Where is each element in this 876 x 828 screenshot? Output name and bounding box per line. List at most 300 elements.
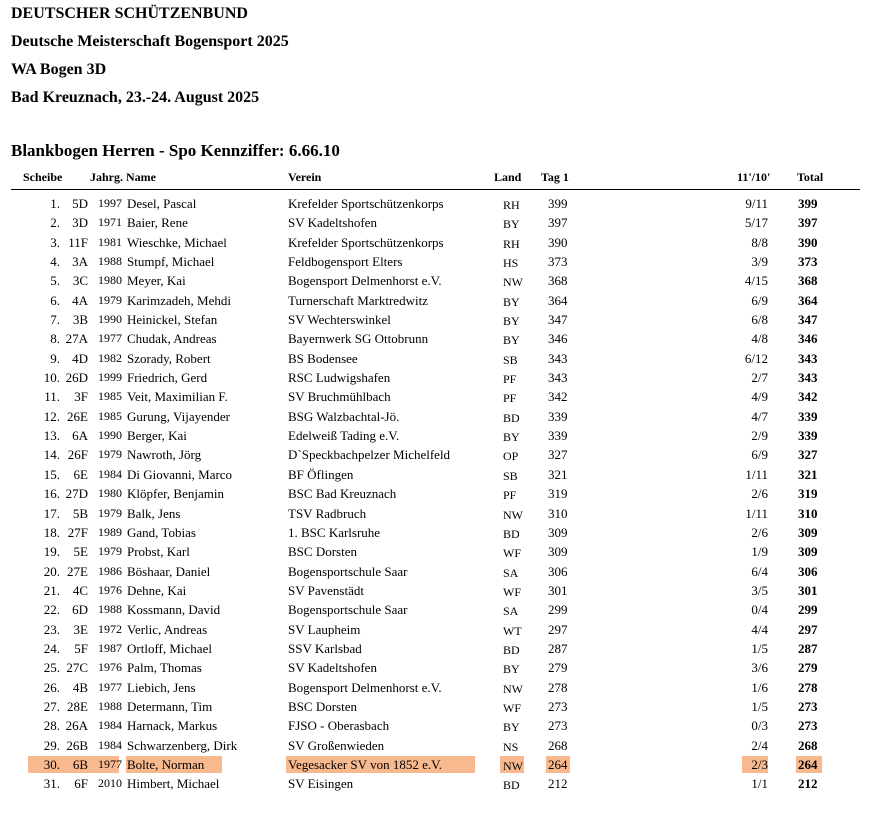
cell-total: 273	[798, 718, 818, 734]
cell-tag1: 299	[548, 602, 568, 618]
cell-year: 1988	[98, 698, 122, 713]
table-row	[0, 213, 876, 232]
cell-rank: 28.	[43, 718, 60, 734]
cell-total: 339	[798, 428, 818, 444]
cell-scheibe: 11F	[68, 234, 88, 250]
cell-year: 1982	[98, 350, 122, 365]
table-row	[0, 678, 876, 697]
cell-land: RH	[503, 198, 520, 212]
cell-verein: Bogensportschule Saar	[288, 563, 408, 579]
cell-year: 1988	[98, 254, 122, 269]
cell-year: 1990	[98, 428, 122, 443]
cell-verein: Krefelder Sportschützenkorps	[288, 234, 444, 250]
cell-name: Wieschke, Michael	[127, 234, 227, 250]
cell-land: SA	[503, 565, 519, 580]
cell-rank: 14.	[43, 447, 60, 463]
table-row	[0, 697, 876, 716]
cell-land: BY	[503, 720, 520, 735]
cell-scheibe: 4D	[72, 350, 88, 366]
cell-scheibe: 26E	[67, 408, 88, 424]
cell-tag1: 212	[548, 776, 568, 792]
cell-rank: 9.	[50, 350, 60, 366]
table-row	[0, 194, 876, 213]
cell-rank: 5.	[50, 273, 60, 289]
cell-name: Schwarzenberg, Dirk	[127, 737, 238, 753]
cell-rank: 10.	[43, 370, 60, 386]
cell-year: 1999	[98, 370, 122, 385]
cell-land: NW	[503, 507, 523, 522]
cell-year: 1987	[98, 640, 122, 655]
cell-tag1: 279	[548, 660, 568, 676]
cell-tag1: 368	[548, 273, 568, 289]
col-tag1: Tag 1	[541, 170, 569, 184]
cell-year: 1976	[98, 660, 122, 675]
table-row	[0, 523, 876, 542]
cell-total: 319	[798, 486, 818, 502]
cell-scheibe: 6F	[74, 776, 88, 792]
table-row	[0, 716, 876, 735]
cell-year: 1979	[98, 544, 122, 559]
cell-name: Baier, Rene	[127, 215, 188, 231]
cell-total: 342	[798, 389, 818, 405]
cell-tens: 4/7	[751, 408, 768, 424]
cell-scheibe: 6D	[72, 602, 88, 618]
table-row	[0, 252, 876, 271]
cell-tens: 3/9	[751, 254, 768, 270]
cell-tens: 0/4	[751, 602, 768, 618]
cell-land: BD	[503, 526, 520, 541]
cell-land: BY	[503, 314, 520, 329]
cell-name: Balk, Jens	[127, 505, 181, 521]
cell-total: 321	[798, 466, 818, 482]
cell-tens: 2/9	[751, 428, 768, 444]
discipline-title: WA Bogen 3D	[11, 61, 107, 78]
cell-verein: Bogensport Delmenhorst e.V.	[288, 679, 442, 695]
cell-verein: SV Großenwieden	[288, 737, 385, 753]
cell-tag1: 347	[548, 312, 568, 328]
cell-tag1: 306	[548, 563, 568, 579]
cell-rank: 29.	[43, 737, 60, 753]
cell-scheibe: 6B	[72, 756, 88, 772]
cell-tens: 6/4	[751, 563, 768, 579]
cell-rank: 16.	[43, 486, 60, 502]
cell-tag1: 342	[548, 389, 568, 405]
cell-verein: Bogensportschule Saar	[288, 602, 408, 618]
cell-land: BD	[503, 410, 520, 425]
cell-scheibe: 3E	[73, 621, 88, 637]
cell-verein: BSC Bad Kreuznach	[288, 486, 397, 502]
cell-name: Böshaar, Daniel	[127, 563, 211, 579]
cell-verein: SV Laupheim	[288, 621, 361, 637]
cell-name: Friedrich, Gerd	[127, 370, 208, 386]
cell-tens: 6/9	[751, 292, 768, 308]
cell-rank: 19.	[43, 544, 60, 560]
cell-year: 1977	[98, 331, 122, 346]
col-total: Total	[797, 170, 824, 184]
cell-total: 399	[798, 196, 818, 211]
cell-rank: 7.	[50, 312, 60, 328]
cell-total: 309	[798, 524, 818, 540]
cell-year: 1986	[98, 563, 122, 578]
cell-scheibe: 3C	[72, 273, 88, 289]
cell-tag1: 278	[548, 679, 568, 695]
cell-scheibe: 6A	[72, 428, 88, 444]
cell-land: SA	[503, 604, 519, 619]
cell-tag1: 399	[548, 196, 568, 211]
cell-tag1: 273	[548, 718, 568, 734]
table-row	[0, 329, 876, 348]
cell-tens: 1/5	[751, 640, 768, 656]
cell-rank: 2.	[50, 215, 60, 231]
cell-verein: Bayernwerk SG Ottobrunn	[288, 331, 429, 347]
cell-land: BY	[503, 294, 520, 309]
table-row	[0, 620, 876, 639]
cell-total: 343	[798, 350, 818, 366]
cell-scheibe: 27D	[65, 486, 88, 502]
cell-rank: 25.	[43, 660, 60, 676]
cell-scheibe: 26F	[67, 447, 88, 463]
cell-tens: 1/6	[751, 679, 768, 695]
cell-verein: BS Bodensee	[288, 350, 358, 366]
cell-land: NW	[503, 275, 523, 290]
cell-name: Veit, Maximilian F.	[127, 389, 228, 405]
cell-year: 1984	[98, 737, 122, 752]
cell-name: Palm, Thomas	[127, 660, 202, 676]
cell-tens: 4/9	[751, 389, 768, 405]
cell-name: Gand, Tobias	[127, 524, 196, 540]
table-row	[0, 233, 876, 252]
cell-name: Desel, Pascal	[127, 196, 197, 211]
table-row	[0, 639, 876, 658]
cell-tens: 6/9	[751, 447, 768, 463]
cell-tens: 1/9	[751, 544, 768, 560]
cell-land: RH	[503, 236, 520, 251]
cell-verein: BSG Walzbachtal-Jö.	[288, 408, 400, 424]
cell-tens: 4/4	[751, 621, 768, 637]
cell-verein: SV Bruchmühlbach	[288, 389, 391, 405]
cell-year: 1979	[98, 447, 122, 462]
col-verein: Verein	[288, 170, 322, 184]
cell-rank: 18.	[43, 524, 60, 540]
cell-verein: SV Pavenstädt	[288, 582, 364, 598]
cell-year: 1985	[98, 408, 122, 423]
cell-total: 346	[798, 331, 818, 347]
cell-land: BY	[503, 217, 520, 232]
cell-verein: D`Speckbachpelzer Michelfeld	[288, 447, 451, 463]
cell-rank: 8.	[50, 331, 60, 347]
cell-year: 2010	[98, 776, 122, 791]
cell-scheibe: 27C	[66, 660, 88, 676]
table-row	[0, 387, 876, 406]
cell-scheibe: 4B	[72, 679, 88, 695]
table-row	[0, 600, 876, 619]
cell-scheibe: 26D	[65, 370, 88, 386]
header-rule	[11, 189, 860, 190]
cell-year: 1984	[98, 466, 122, 481]
cell-rank: 3.	[50, 234, 60, 250]
cell-tag1: 273	[548, 698, 568, 714]
cell-total: 268	[798, 737, 818, 753]
cell-tens: 3/6	[751, 660, 768, 676]
cell-total: 273	[798, 698, 818, 714]
cell-total: 301	[798, 582, 818, 598]
cell-tens: 1/1	[751, 776, 768, 792]
cell-scheibe: 27F	[67, 524, 88, 540]
cell-verein: BSC Dorsten	[288, 698, 357, 714]
table-row	[0, 407, 876, 426]
cell-year: 1981	[98, 234, 122, 249]
cell-name: Verlic, Andreas	[127, 621, 208, 637]
cell-verein: SV Wechterswinkel	[288, 312, 391, 328]
cell-rank: 23.	[43, 621, 60, 637]
cell-tag1: 268	[548, 737, 568, 753]
cell-year: 1977	[98, 756, 122, 771]
cell-rank: 24.	[43, 640, 60, 656]
cell-scheibe: 3F	[74, 389, 88, 405]
cell-tag1: 310	[548, 505, 568, 521]
cell-rank: 22.	[43, 602, 60, 618]
cell-name: Karimzadeh, Mehdi	[127, 292, 231, 308]
cell-tag1: 309	[548, 544, 568, 560]
cell-tens: 2/3	[751, 756, 768, 772]
cell-land: HS	[503, 256, 519, 271]
cell-total: 347	[798, 312, 818, 328]
cell-tag1: 321	[548, 466, 568, 482]
table-row	[0, 445, 876, 464]
cell-name: Berger, Kai	[127, 428, 187, 444]
cell-rank: 11.	[44, 389, 60, 405]
cell-rank: 12.	[43, 408, 60, 424]
cell-rank: 20.	[43, 563, 60, 579]
cell-total: 306	[798, 563, 818, 579]
cell-scheibe: 3D	[72, 215, 88, 231]
cell-tag1: 301	[548, 582, 568, 598]
cell-land: SB	[503, 352, 518, 367]
cell-total: 368	[798, 273, 818, 289]
cell-land: PF	[503, 488, 517, 503]
cell-rank: 26.	[43, 679, 60, 695]
cell-year: 1979	[98, 505, 122, 520]
cell-scheibe: 27E	[67, 563, 88, 579]
col-land: Land	[494, 170, 522, 184]
table-row	[0, 562, 876, 581]
cell-name: Himbert, Michael	[127, 776, 220, 792]
cell-verein: TSV Radbruch	[288, 505, 367, 521]
cell-tag1: 343	[548, 350, 568, 366]
cell-rank: 4.	[50, 254, 60, 270]
cell-name: Ortloff, Michael	[127, 640, 212, 656]
cell-tag1: 287	[548, 640, 568, 656]
cell-land: BY	[503, 333, 520, 348]
cell-year: 1980	[98, 273, 122, 288]
cell-verein: RSC Ludwigshafen	[288, 370, 391, 386]
cell-tag1: 390	[548, 234, 568, 250]
cell-total: 309	[798, 544, 818, 560]
cell-tens: 8/8	[751, 234, 768, 250]
cell-tag1: 343	[548, 370, 568, 386]
cell-land: WF	[503, 700, 521, 715]
cell-land: NW	[503, 758, 523, 773]
table-row	[0, 349, 876, 368]
cell-tens: 6/12	[744, 350, 768, 366]
cell-total: 373	[798, 254, 818, 270]
cell-total: 287	[798, 640, 818, 656]
cell-name: Heinickel, Stefan	[127, 312, 218, 328]
cell-scheibe: 26B	[66, 737, 88, 753]
cell-name: Meyer, Kai	[127, 273, 186, 289]
cell-tens: 1/5	[751, 698, 768, 714]
cell-land: NW	[503, 681, 523, 696]
cell-verein: SSV Karlsbad	[288, 640, 362, 656]
cell-tag1: 309	[548, 524, 568, 540]
cell-scheibe: 5D	[72, 196, 88, 211]
cell-name: Di Giovanni, Marco	[127, 466, 233, 482]
col-scheibe: Scheibe	[23, 170, 63, 184]
cell-tens: 0/3	[751, 718, 768, 734]
cell-land: BY	[503, 430, 520, 445]
cell-year: 1990	[98, 312, 122, 327]
table-row	[0, 774, 876, 793]
cell-tens: 5/17	[744, 215, 768, 231]
cell-verein: BSC Dorsten	[288, 544, 357, 560]
cell-year: 1971	[98, 215, 122, 230]
cell-year: 1997	[98, 196, 122, 210]
table-row	[0, 465, 876, 484]
cell-land: PF	[503, 372, 517, 387]
table-row	[0, 291, 876, 310]
cell-name: Determann, Tim	[127, 698, 213, 714]
cell-rank: 15.	[43, 466, 60, 482]
cell-land: BY	[503, 662, 520, 677]
table-row	[0, 736, 876, 755]
cell-year: 1980	[98, 486, 122, 501]
cell-total: 278	[798, 679, 818, 695]
cell-scheibe: 5B	[72, 505, 88, 521]
cell-verein: SV Kadeltshofen	[288, 660, 377, 676]
cell-rank: 27.	[43, 698, 60, 714]
cell-year: 1988	[98, 602, 122, 617]
cell-tens: 9/11	[745, 196, 768, 211]
cell-name: Stumpf, Michael	[127, 254, 215, 270]
cell-scheibe: 6E	[73, 466, 88, 482]
table-row	[0, 581, 876, 600]
cell-verein: Krefelder Sportschützenkorps	[288, 196, 444, 211]
cell-year: 1979	[98, 292, 122, 307]
col-jahrg-name: Jahrg. Name	[90, 170, 156, 184]
col-tens: 11'/10'	[737, 170, 771, 184]
cell-land: WT	[503, 623, 522, 638]
cell-land: WF	[503, 584, 521, 599]
cell-verein: FJSO - Oberasbach	[288, 718, 390, 734]
cell-tag1: 319	[548, 486, 568, 502]
cell-scheibe: 28E	[67, 698, 88, 714]
cell-tens: 6/8	[751, 312, 768, 328]
cell-rank: 6.	[50, 292, 60, 308]
cell-tag1: 327	[548, 447, 568, 463]
cell-verein: Bogensport Delmenhorst e.V.	[288, 273, 442, 289]
cell-land: BD	[503, 642, 520, 657]
table-row	[0, 504, 876, 523]
place-date: Bad Kreuznach, 23.-24. August 2025	[11, 89, 260, 106]
cell-name: Chudak, Andreas	[127, 331, 217, 347]
results-table	[0, 194, 876, 794]
cell-scheibe: 26A	[65, 718, 88, 734]
cell-year: 1976	[98, 582, 122, 597]
cell-total: 264	[798, 756, 818, 772]
cell-rank: 17.	[43, 505, 60, 521]
cell-total: 390	[798, 234, 818, 250]
cell-scheibe: 27A	[65, 331, 88, 347]
cell-total: 212	[798, 776, 818, 792]
cell-land: BD	[503, 778, 520, 793]
cell-year: 1977	[98, 679, 122, 694]
table-row	[0, 426, 876, 445]
cell-land: WF	[503, 546, 521, 561]
cell-tens: 2/6	[751, 524, 768, 540]
cell-land: NS	[503, 739, 519, 754]
cell-verein: 1. BSC Karlsruhe	[288, 524, 381, 540]
cell-tag1: 264	[548, 756, 568, 772]
cell-verein: Turnerschaft Marktredwitz	[288, 292, 428, 308]
cell-name: Szorady, Robert	[127, 350, 211, 366]
cell-tag1: 364	[548, 292, 568, 308]
cell-tag1: 397	[548, 215, 568, 231]
cell-rank: 21.	[43, 582, 60, 598]
cell-total: 327	[798, 447, 818, 463]
cell-name: Probst, Karl	[127, 544, 190, 560]
cell-land: OP	[503, 449, 519, 464]
cell-total: 343	[798, 370, 818, 386]
table-row	[0, 755, 876, 774]
cell-tens: 1/11	[745, 505, 768, 521]
cell-total: 339	[798, 408, 818, 424]
cell-scheibe: 5E	[73, 544, 88, 560]
cell-land: SB	[503, 468, 518, 483]
cell-tens: 4/15	[744, 273, 768, 289]
cell-verein: BF Öflingen	[288, 466, 354, 482]
table-row	[0, 484, 876, 503]
cell-tens: 3/5	[751, 582, 768, 598]
cell-tens: 2/4	[751, 737, 768, 753]
cell-tag1: 339	[548, 428, 568, 444]
cell-scheibe: 5F	[74, 640, 88, 656]
cell-verein: Edelweiß Tading e.V.	[288, 428, 400, 444]
table-row	[0, 271, 876, 290]
cell-total: 279	[798, 660, 818, 676]
cell-scheibe: 4A	[72, 292, 88, 308]
cell-rank: 1.	[50, 196, 60, 211]
table-row	[0, 310, 876, 329]
cell-tag1: 346	[548, 331, 568, 347]
cell-tens: 4/8	[751, 331, 768, 347]
cell-rank: 13.	[43, 428, 60, 444]
cell-year: 1985	[98, 389, 122, 404]
cell-verein: Feldbogensport Elters	[288, 254, 403, 270]
cell-name: Liebich, Jens	[127, 679, 196, 695]
cell-total: 299	[798, 602, 818, 618]
cell-scheibe: 4C	[72, 582, 88, 598]
cell-tens: 2/7	[751, 370, 768, 386]
cell-tag1: 297	[548, 621, 568, 637]
cell-name: Dehne, Kai	[127, 582, 187, 598]
cell-total: 310	[798, 505, 818, 521]
section-title: Blankbogen Herren - Spo Kennziffer: 6.66.10	[11, 141, 340, 160]
cell-rank: 30.	[43, 756, 60, 772]
cell-tens: 1/11	[745, 466, 768, 482]
event-title: Deutsche Meisterschaft Bogensport 2025	[11, 33, 289, 50]
cell-verein: Vegesacker SV von 1852 e.V.	[288, 756, 443, 772]
cell-total: 397	[798, 215, 818, 231]
